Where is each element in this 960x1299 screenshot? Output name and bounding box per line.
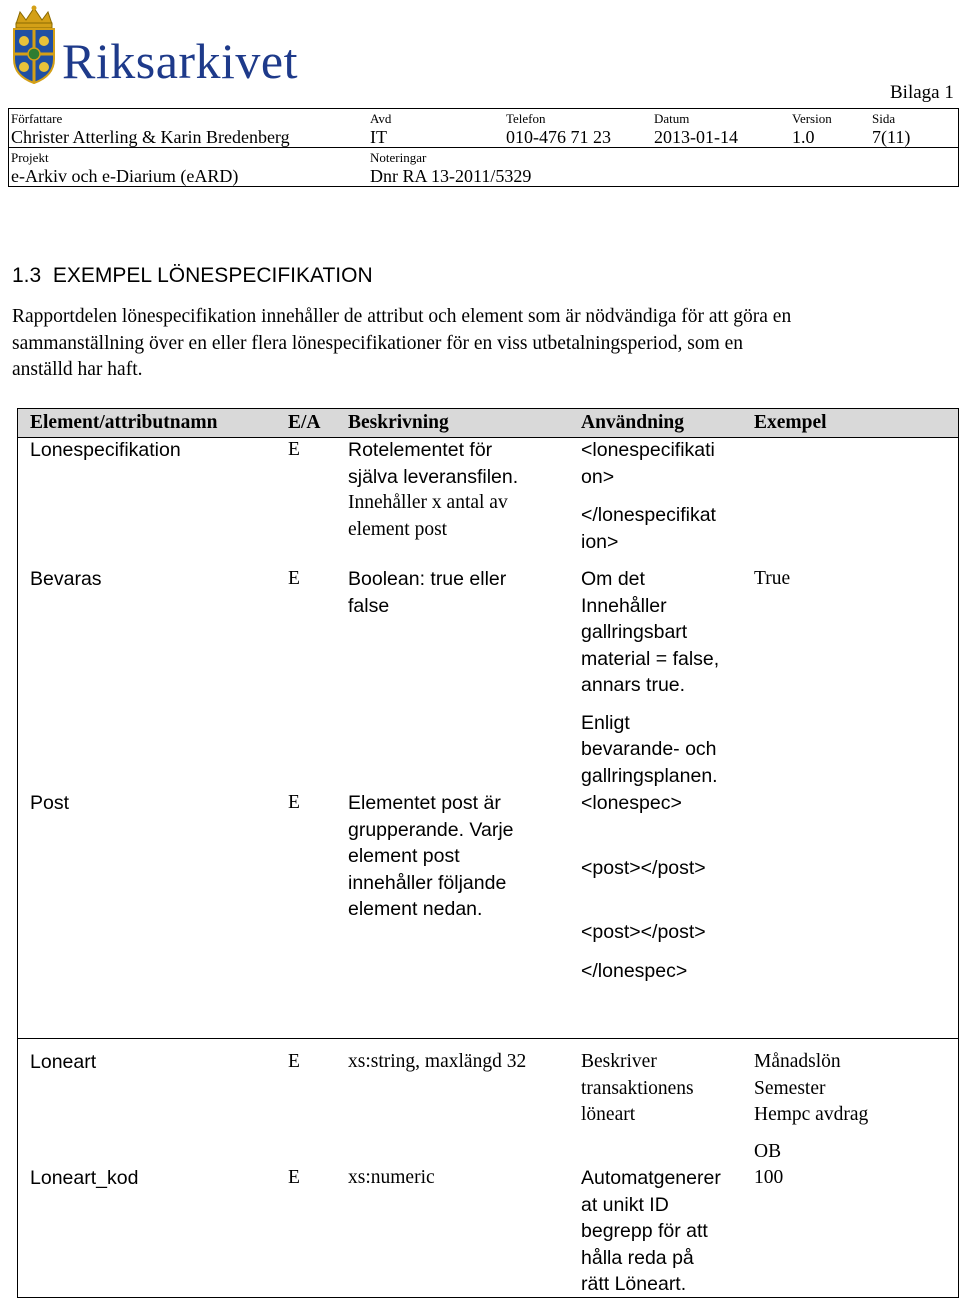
datum-label: Datum: [654, 111, 690, 126]
row-post-ea: E: [288, 792, 300, 813]
row-bevaras-example: True: [754, 568, 791, 589]
desc-line: element post: [348, 518, 448, 540]
usage-line: Enligt: [581, 711, 630, 734]
desc-line: element nedan.: [348, 898, 483, 920]
usage-line: Beskriver: [581, 1051, 657, 1072]
desc-line: grupperande. Varje: [348, 818, 514, 841]
example-line: Semester: [754, 1077, 826, 1099]
usage-line: bevarande- och: [581, 738, 717, 760]
usage-line: Om det: [581, 568, 645, 590]
usage-line: rätt Löneart.: [581, 1273, 687, 1295]
desc-line: innehåller följande: [348, 871, 507, 894]
header-exempel: Exempel: [754, 412, 827, 433]
desc-line: Rotelementet för: [348, 439, 493, 461]
usage-line: ion>: [581, 530, 619, 553]
row-lonespecifikation-ea: E: [288, 439, 300, 460]
intro-line: anställd har haft.: [12, 359, 143, 380]
usage-line: gallringsplanen.: [581, 764, 718, 787]
forfattare-label: Författare: [11, 111, 63, 126]
usage-line: gallringsbart: [581, 621, 688, 643]
row-bevaras-name: Bevaras: [30, 568, 102, 590]
version-value: 1.0: [792, 127, 815, 147]
example-line: Månadslön: [754, 1051, 841, 1072]
sida-label: Sida: [872, 111, 896, 126]
usage-line: transaktionens: [581, 1077, 694, 1099]
row-lonespecifikation-name: Lonespecifikation: [30, 439, 181, 461]
row-loneart-kod-desc: xs:numeric: [348, 1167, 435, 1188]
row-post-desc: [348, 790, 514, 923]
header-beskrivning: Beskrivning: [348, 412, 449, 433]
row-lonespecifikation-usage: [581, 437, 716, 555]
usage-line: löneart: [581, 1104, 636, 1125]
projekt-value: e-Arkiv och e-Diarium (eARD): [11, 166, 239, 186]
desc-line: Innehåller x antal av: [348, 492, 508, 513]
avd-label: Avd: [370, 111, 392, 126]
usage-line: <post></post>: [581, 921, 706, 943]
usage-line: <lonespec>: [581, 792, 682, 814]
row-lonespecifikation-desc: [348, 437, 518, 543]
usage-line: hålla reda på: [581, 1246, 694, 1269]
bilaga-label: Bilaga 1: [890, 82, 954, 103]
intro-line: sammanställning över en eller flera lönespecifikationer för en viss utbetalningsperiod, som en: [12, 332, 744, 354]
usage-line: </lonespec>: [581, 959, 688, 982]
usage-line: annars true.: [581, 674, 686, 696]
riksarkivet-logo-text: Riksarkivet: [62, 33, 299, 89]
header-element-name: Element/attributnamn: [30, 412, 218, 433]
row-bevaras-usage: [581, 566, 719, 789]
riksarkivet-crest-icon: [10, 4, 58, 84]
row-loneart-ea: E: [288, 1051, 300, 1072]
row-loneart-example: [754, 1049, 868, 1165]
example-line: Hempc avdrag: [754, 1104, 869, 1125]
document-metadata-table: [8, 108, 959, 187]
row-loneart-kod-ea: E: [288, 1167, 300, 1188]
projekt-label: Projekt: [11, 150, 49, 165]
header-ea: E/A: [288, 412, 321, 433]
noteringar-value: Dnr RA 13-2011/5329: [370, 166, 532, 186]
usage-line: <post></post>: [581, 856, 706, 879]
version-label: Version: [792, 111, 832, 126]
telefon-value: 010-476 71 23: [506, 127, 611, 147]
example-line: OB: [754, 1140, 782, 1162]
element-table: [17, 408, 959, 1298]
usage-line: Innehåller: [581, 594, 667, 617]
row-bevaras-ea: E: [288, 568, 300, 589]
telefon-label: Telefon: [506, 111, 546, 126]
intro-paragraph: [12, 304, 942, 384]
usage-line: <lonespecifikati: [581, 439, 715, 461]
row-loneart-kod-example: 100: [754, 1167, 784, 1188]
row-post-name: Post: [30, 792, 70, 814]
table-header-row: [18, 409, 958, 438]
header-anvandning: Användning: [581, 412, 684, 433]
forfattare-value: Christer Atterling & Karin Bredenberg: [11, 127, 290, 147]
noteringar-label: Noteringar: [370, 150, 427, 165]
row-loneart-kod-name: Loneart_kod: [30, 1167, 139, 1189]
desc-line: false: [348, 594, 390, 617]
desc-line: själva leveransfilen.: [348, 465, 519, 488]
row-loneart-name: Loneart: [30, 1051, 97, 1073]
row-loneart-usage: [581, 1049, 694, 1129]
intro-line: Rapportdelen lönespecifikation innehåller de attribut och element som är nödvändiga för att göra en: [12, 306, 792, 327]
row-bevaras-desc: [348, 566, 506, 619]
usage-line: Automatgenerer: [581, 1167, 721, 1189]
usage-line: at unikt ID: [581, 1193, 669, 1216]
usage-line: begrepp för att: [581, 1220, 708, 1242]
row-loneart-desc: xs:string, maxlängd 32: [348, 1051, 527, 1072]
avd-value: IT: [370, 127, 387, 147]
usage-line: on>: [581, 465, 615, 488]
desc-line: Elementet post är: [348, 792, 501, 814]
desc-line: element post: [348, 845, 460, 867]
section-title: 1.3 EXEMPEL LÖNESPECIFIKATION: [12, 264, 373, 287]
usage-line: material = false,: [581, 647, 720, 670]
sida-value: 7(11): [872, 127, 911, 147]
usage-line: </lonespecifikat: [581, 504, 716, 526]
row-loneart-kod-usage: [581, 1165, 721, 1298]
row-post-usage: [581, 790, 706, 984]
desc-line: Boolean: true eller: [348, 568, 507, 590]
datum-value: 2013-01-14: [654, 127, 738, 147]
